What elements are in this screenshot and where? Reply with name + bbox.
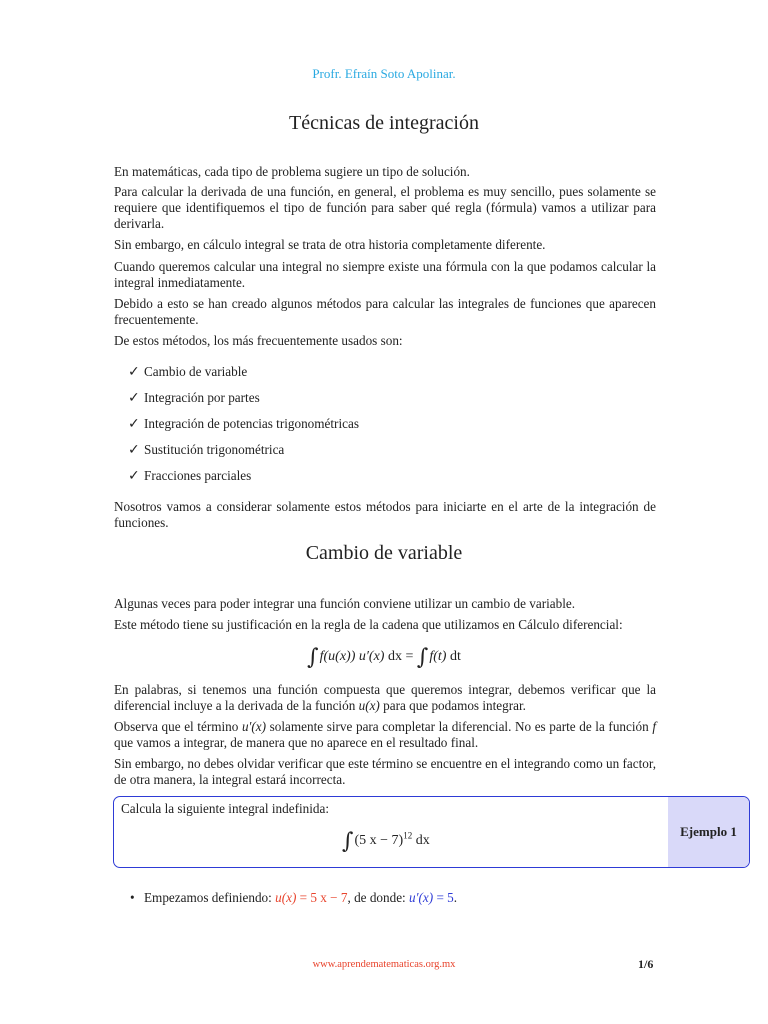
intro-paragraph-3: Sin embargo, en cálculo integral se trata de otra historia completamente diferente. (114, 237, 546, 252)
p4-math: u′(x) (241, 719, 267, 734)
p3-text-before: En palabras, si tenemos una función compuesta que queremos integrar, debemos verificar que la diferencial incluye a la derivada de la función (114, 682, 656, 713)
checkmark-icon: ✓ (128, 364, 140, 380)
p4-text-before: Observa que el término (114, 719, 242, 734)
u-rhs: = 5 x − 7 (296, 890, 348, 905)
bullet-end: . (453, 890, 458, 905)
methods-checklist (128, 364, 359, 494)
intro-paragraph-2: Para calcular la derivada de una función, en general, el problema es muy sencillo, pues solamente se requiere que identifiquemos el tipo de función para saber qué regla (fórmula) vamos a utilizar para derivarla. (114, 184, 656, 231)
integral-sign: ∫ (416, 645, 429, 670)
methods-closing-paragraph: Nosotros vamos a considerar solamente estos métodos para iniciarte en el arte de la integración de funciones. (114, 499, 656, 530)
list-item (128, 442, 359, 468)
p4-text-after: que vamos a integrar, de manera que no aparece en el resultado final. (114, 735, 479, 750)
section-paragraph-4 (114, 719, 656, 751)
intro-paragraph-5: Debido a esto se han creado algunos métodos para calcular las integrales de funciones que aparecen frecuentemente. (114, 296, 656, 327)
author-header: Profr. Efraín Soto Apolinar. (312, 66, 456, 81)
u-definition (275, 890, 347, 905)
section-title: Cambio de variable (305, 542, 463, 564)
p4-text-mid: solamente sirve para completar la diferencial. No es parte de la función (266, 719, 653, 734)
method-label: Integración por partes (144, 390, 260, 405)
example-prompt: Calcula la siguiente integral indefinida: (121, 801, 329, 816)
chain-rule-formula (0, 645, 768, 670)
p4-math-2: f (652, 719, 656, 734)
checkmark-icon: ✓ (128, 416, 140, 432)
example-formula (342, 829, 430, 854)
section-paragraph-2: Este método tiene su justificación en la regla de la cadena que utilizamos en Cálculo diferencial: (114, 617, 623, 632)
list-item (128, 390, 359, 416)
formula-rhs: f(t) (429, 649, 450, 664)
bullet-lead: Empezamos definiendo: (144, 890, 276, 905)
formula-dt: dt (449, 649, 461, 664)
intro-paragraph-4: Cuando queremos calcular una integral no siempre existe una fórmula con la que podamos calcular la integral inmediatamente. (114, 259, 656, 290)
formula-f: f (319, 649, 324, 664)
list-item (128, 364, 359, 390)
example-box (113, 796, 750, 868)
checkmark-icon: ✓ (128, 390, 140, 406)
list-item (128, 416, 359, 442)
checkmark-icon: ✓ (128, 468, 140, 484)
formula-equals: = (401, 649, 417, 664)
checkmark-icon: ✓ (128, 442, 140, 458)
du-rhs: = 5 (433, 890, 454, 905)
formula-dx: dx (387, 649, 402, 664)
example-dx: dx (415, 833, 430, 848)
method-label: Integración de potencias trigonométricas (144, 416, 359, 431)
du-definition (409, 890, 454, 905)
intro-paragraph-6: De estos métodos, los más frecuentemente usados son: (114, 333, 403, 348)
list-item (128, 468, 359, 494)
intro-paragraph-1: En matemáticas, cada tipo de problema sugiere un tipo de solución. (114, 164, 470, 179)
page-number: 1/6 (638, 957, 654, 971)
footer-url[interactable]: www.aprendematematicas.org.mx (312, 959, 456, 970)
section-paragraph-5: Sin embargo, no debes olvidar verificar que este término se encuentre en el integrando como un factor, de otra manera, la integral estará incorrecta. (114, 756, 656, 787)
example-integrand: (5 x − 7) (354, 833, 404, 848)
bullet-icon: • (130, 890, 135, 905)
p3-text-after: para que podamos integrar. (379, 698, 526, 713)
example-label: Ejemplo 1 (668, 797, 749, 867)
section-paragraph-1: Algunas veces para poder integrar una función conviene utilizar un cambio de variable. (114, 596, 576, 611)
p3-math: u(x) (358, 698, 380, 713)
integral-sign: ∫ (342, 829, 354, 854)
bullet-mid: , de donde: (347, 890, 410, 905)
page-title: Técnicas de integración (289, 112, 479, 134)
example-exponent: 12 (403, 830, 413, 841)
method-label: Sustitución trigonométrica (144, 442, 285, 457)
method-label: Cambio de variable (144, 364, 248, 379)
solution-bullet (130, 890, 457, 906)
du-lhs: u′(x) (409, 890, 434, 905)
integral-sign: ∫ (307, 645, 319, 670)
formula-inner: (u(x)) u′(x) (323, 649, 388, 664)
method-label: Fracciones parciales (144, 468, 252, 483)
section-paragraph-3 (114, 682, 656, 714)
u-lhs: u(x) (275, 890, 297, 905)
